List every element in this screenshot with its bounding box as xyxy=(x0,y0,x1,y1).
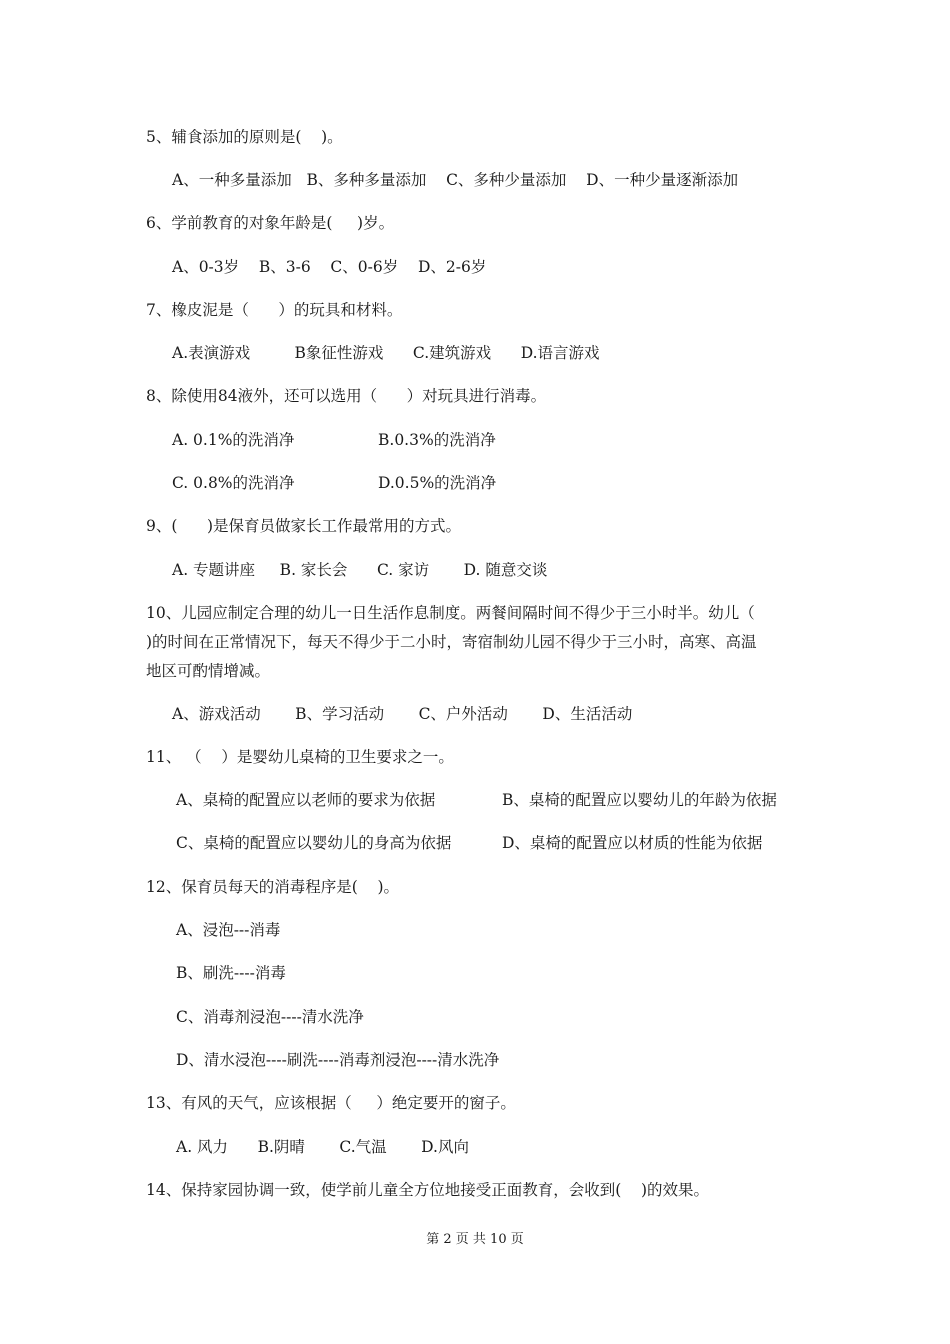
question-12: 12、保育员每天的消毒程序是( )。 xyxy=(146,878,400,896)
question-11-option-d: D、桌椅的配置应以材质的性能为依据 xyxy=(502,834,763,852)
question-7-options: A.表演游戏 B象征性游戏 C.建筑游戏 D.语言游戏 xyxy=(172,344,600,362)
question-10-line-3: 地区可酌情增减。 xyxy=(146,662,271,680)
question-8-option-a: A. 0.1%的洗消净 xyxy=(172,431,295,449)
question-12-option-d: D、清水浸泡----刷洗----消毒剂浸泡----清水洗净 xyxy=(176,1051,500,1069)
question-8-option-b: B.0.3%的洗消净 xyxy=(378,431,496,449)
question-14: 14、保持家园协调一致，使学前儿童全方位地接受正面教育，会收到( )的效果。 xyxy=(146,1181,710,1199)
question-12-option-b: B、刷洗----消毒 xyxy=(176,964,286,982)
page-footer: 第 2 页 共 10 页 xyxy=(426,1232,524,1247)
question-13: 13、有风的天气，应该根据（ ）绝定要开的窗子。 xyxy=(146,1094,516,1112)
question-9-options: A. 专题讲座 B. 家长会 C. 家访 D. 随意交谈 xyxy=(172,561,548,579)
question-10-line-1: 10、儿园应制定合理的幼儿一日生活作息制度。两餐间隔时间不得少于三小时半。幼儿（ xyxy=(146,604,755,622)
question-13-options: A. 风力 B.阴晴 C.气温 D.风向 xyxy=(176,1138,469,1156)
question-7: 7、橡皮泥是（ ）的玩具和材料。 xyxy=(146,301,403,319)
question-10-options: A、游戏活动 B、学习活动 C、户外活动 D、生活活动 xyxy=(172,705,633,723)
question-12-option-a: A、浸泡---消毒 xyxy=(176,921,281,939)
question-8: 8、除使用84液外，还可以选用（ ）对玩具进行消毒。 xyxy=(146,387,547,405)
question-11: 11、 （ ）是婴幼儿桌椅的卫生要求之一。 xyxy=(146,748,454,766)
question-10-line-2: )的时间在正常情况下，每天不得少于二小时，寄宿制幼儿园不得少于三小时，高寒、高温 xyxy=(146,633,757,651)
question-11-option-a: A、桌椅的配置应以老师的要求为依据 xyxy=(176,791,436,809)
question-6: 6、学前教育的对象年龄是( )岁。 xyxy=(146,214,395,232)
question-5: 5、辅食添加的原则是( )。 xyxy=(146,128,343,146)
question-5-options: A、一种多量添加 B、多种多量添加 C、多种少量添加 D、一种少量逐渐添加 xyxy=(172,171,739,189)
question-12-option-c: C、消毒剂浸泡----清水洗净 xyxy=(176,1008,364,1026)
question-11-option-c: C、桌椅的配置应以婴幼儿的身高为依据 xyxy=(176,834,452,852)
question-8-option-c: C. 0.8%的洗消净 xyxy=(172,474,295,492)
question-8-option-d: D.0.5%的洗消净 xyxy=(378,474,497,492)
question-9: 9、( )是保育员做家长工作最常用的方式。 xyxy=(146,517,462,535)
question-6-options: A、0-3岁 B、3-6 C、0-6岁 D、2-6岁 xyxy=(172,258,487,276)
question-11-option-b: B、桌椅的配置应以婴幼儿的年龄为依据 xyxy=(502,791,777,809)
